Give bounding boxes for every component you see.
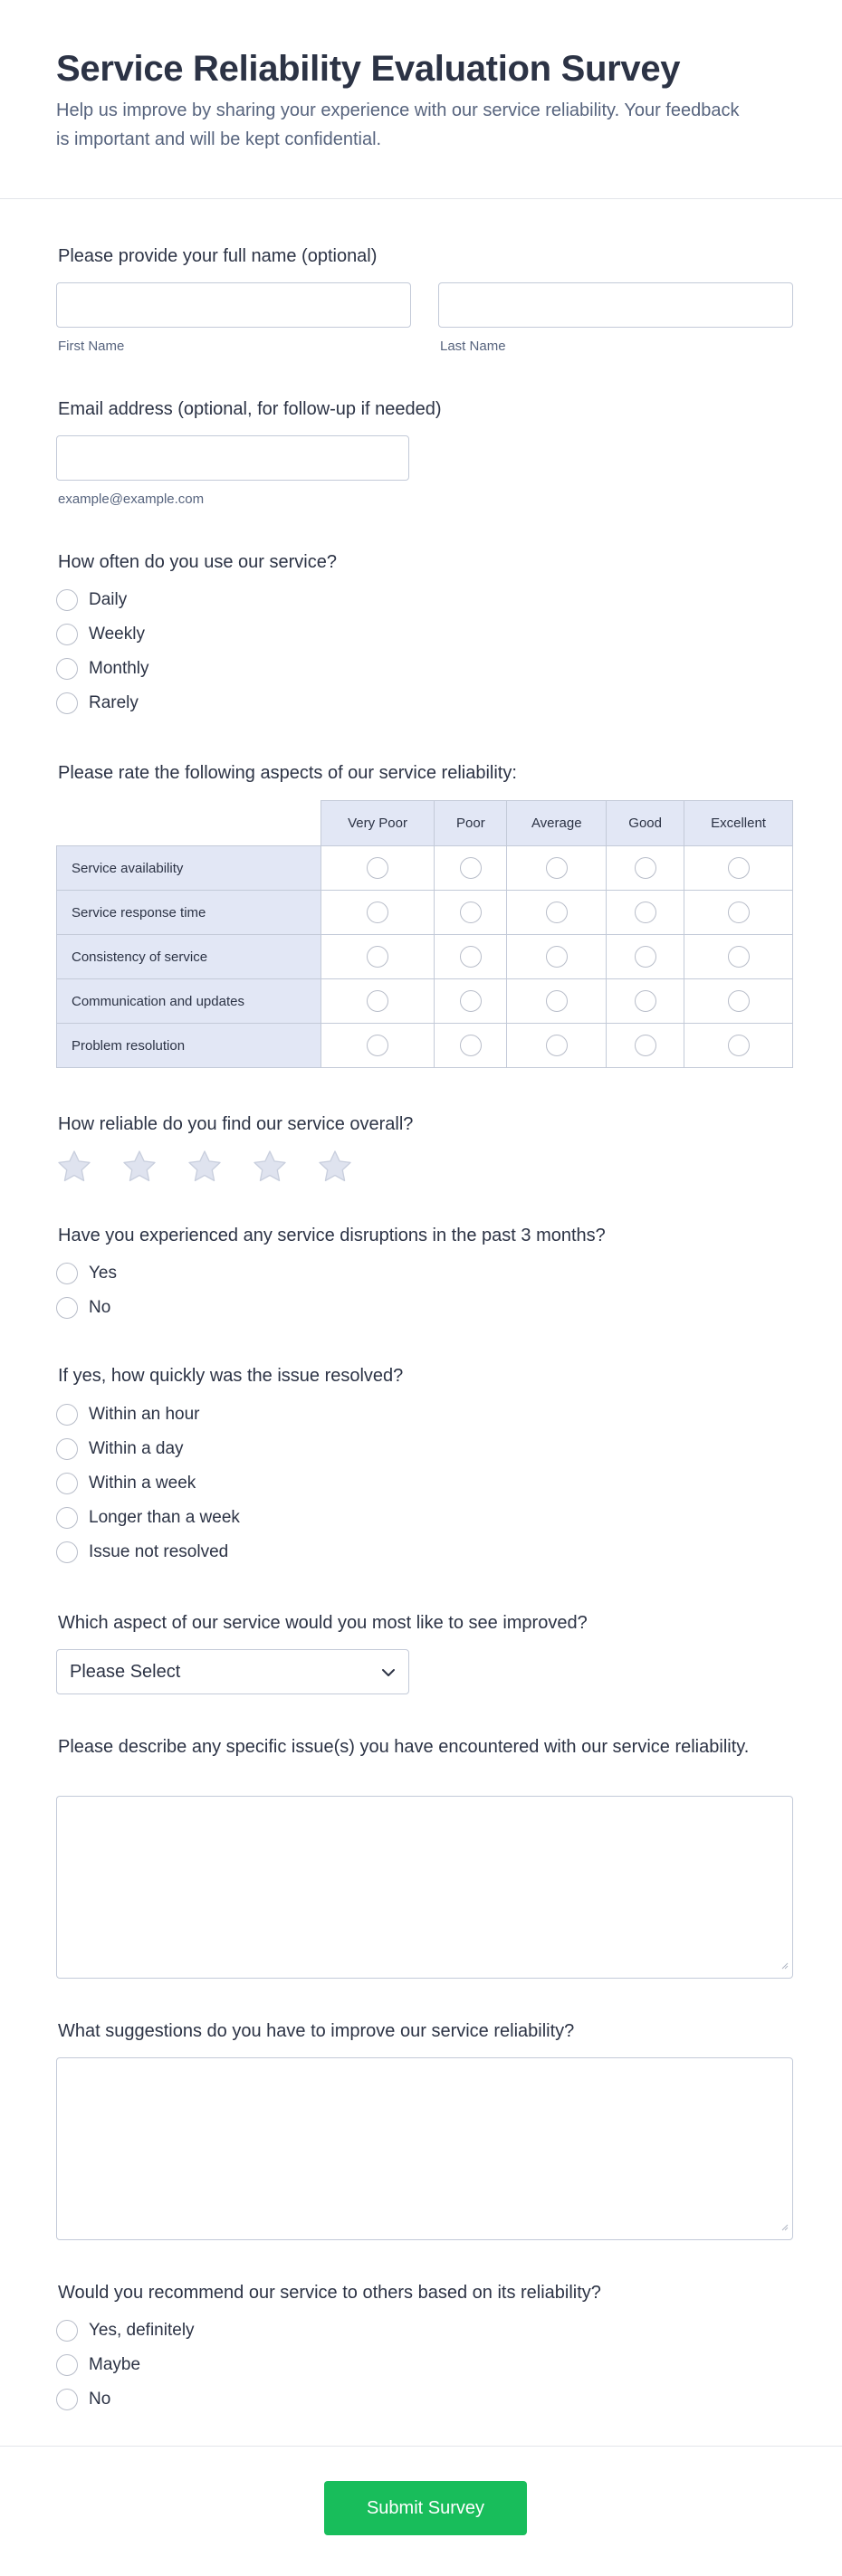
matrix-cell[interactable]: [435, 891, 507, 935]
rating-matrix: [56, 800, 793, 1068]
radio-button[interactable]: [635, 946, 656, 968]
matrix-cell[interactable]: [607, 846, 684, 891]
matrix-cell[interactable]: [507, 979, 607, 1024]
radio-button[interactable]: [728, 946, 750, 968]
matrix-corner: [57, 801, 321, 846]
matrix-row-availability: [57, 846, 793, 891]
radio-button[interactable]: [367, 990, 388, 1012]
usage-options: [56, 583, 149, 720]
disruptions-option-no[interactable]: No: [56, 1291, 117, 1325]
radio-button[interactable]: [728, 1035, 750, 1056]
chevron-down-icon: [381, 1662, 396, 1683]
radio-button[interactable]: [56, 2354, 78, 2376]
name-label: Please provide your full name (optional): [58, 246, 378, 266]
radio-button[interactable]: [635, 1035, 656, 1056]
improve-label: Which aspect of our service would you most like to see improved?: [58, 1613, 588, 1633]
matrix-row-label: Service availability: [57, 846, 321, 891]
matrix-cell[interactable]: [321, 846, 435, 891]
star-icon[interactable]: [252, 1150, 288, 1184]
matrix-label: Please rate the following aspects of our service reliability:: [58, 763, 517, 783]
radio-button[interactable]: [367, 1035, 388, 1056]
radio-button[interactable]: [56, 1473, 78, 1494]
radio-button[interactable]: [546, 1035, 568, 1056]
matrix-row-label: Service response time: [57, 891, 321, 935]
resolution-label: If yes, how quickly was the issue resolved?: [58, 1366, 404, 1386]
recommend-option-maybe[interactable]: Maybe: [56, 2348, 195, 2382]
matrix-row-communication: [57, 979, 793, 1024]
radio-button[interactable]: [56, 1507, 78, 1529]
email-input[interactable]: [56, 435, 409, 481]
matrix-cell[interactable]: [507, 891, 607, 935]
radio-button[interactable]: [56, 1263, 78, 1284]
usage-option-weekly[interactable]: Weekly: [56, 617, 149, 652]
radio-button[interactable]: [56, 1438, 78, 1460]
matrix-cell[interactable]: [435, 935, 507, 979]
star-icon[interactable]: [317, 1150, 353, 1184]
radio-button[interactable]: [460, 1035, 482, 1056]
radio-button[interactable]: [546, 857, 568, 879]
form-title: Service Reliability Evaluation Survey: [56, 49, 681, 89]
matrix-cell[interactable]: [507, 846, 607, 891]
matrix-cell[interactable]: [435, 846, 507, 891]
matrix-cell[interactable]: [607, 891, 684, 935]
name-question: [58, 244, 377, 268]
form-header: [0, 0, 842, 199]
suggestions-textarea[interactable]: [56, 2057, 793, 2240]
radio-button[interactable]: [728, 902, 750, 923]
form-footer: [0, 2446, 842, 2576]
matrix-row-consistency: [57, 935, 793, 979]
resize-handle-icon[interactable]: [780, 1958, 789, 1974]
suggestions-label: What suggestions do you have to improve our service reliability?: [58, 2021, 575, 2041]
radio-button[interactable]: [546, 946, 568, 968]
radio-button[interactable]: [56, 1297, 78, 1319]
matrix-cell[interactable]: [607, 935, 684, 979]
matrix-row-label: Communication and updates: [57, 979, 321, 1024]
matrix-cell[interactable]: [507, 935, 607, 979]
resolution-option-week[interactable]: Within a week: [56, 1466, 240, 1501]
matrix-col-average: Average: [507, 801, 607, 846]
form-subtitle: Help us improve by sharing your experience with our service reliability. Your feedback is important and will be kept confidential.: [56, 100, 740, 149]
rating-label: How reliable do you find our service overall?: [58, 1114, 414, 1134]
radio-button[interactable]: [56, 624, 78, 645]
resolution-options: [56, 1398, 240, 1569]
resolution-option-hour[interactable]: Within an hour: [56, 1398, 240, 1432]
radio-button[interactable]: [56, 2389, 78, 2410]
email-label: Email address (optional, for follow-up if needed): [58, 399, 442, 419]
matrix-cell[interactable]: [607, 1024, 684, 1068]
usage-option-monthly[interactable]: Monthly: [56, 652, 149, 686]
improve-select[interactable]: [56, 1649, 409, 1694]
matrix-cell[interactable]: [321, 1024, 435, 1068]
matrix-cell[interactable]: [684, 935, 793, 979]
last-name-input[interactable]: [438, 282, 793, 328]
radio-button[interactable]: [546, 902, 568, 923]
radio-button[interactable]: [728, 990, 750, 1012]
matrix-cell[interactable]: [321, 979, 435, 1024]
resolution-option-longer[interactable]: Longer than a week: [56, 1501, 240, 1535]
email-sublabel: example@example.com: [58, 491, 205, 507]
recommend-option-no[interactable]: No: [56, 2382, 195, 2417]
matrix-col-poor: Poor: [435, 801, 507, 846]
star-icon[interactable]: [121, 1150, 158, 1184]
matrix-row-label: Consistency of service: [57, 935, 321, 979]
matrix-cell[interactable]: [321, 891, 435, 935]
radio-button[interactable]: [56, 692, 78, 714]
recommend-options: [56, 2314, 195, 2417]
usage-option-daily[interactable]: Daily: [56, 583, 149, 617]
matrix-cell[interactable]: [435, 979, 507, 1024]
resize-handle-icon[interactable]: [780, 2219, 789, 2236]
radio-button[interactable]: [56, 589, 78, 611]
radio-button[interactable]: [367, 902, 388, 923]
matrix-cell[interactable]: [684, 891, 793, 935]
disruptions-options: [56, 1256, 117, 1325]
radio-button[interactable]: [635, 902, 656, 923]
radio-button[interactable]: [367, 946, 388, 968]
radio-button[interactable]: [460, 990, 482, 1012]
matrix-cell[interactable]: [507, 1024, 607, 1068]
radio-button[interactable]: [56, 2320, 78, 2342]
radio-button[interactable]: [460, 946, 482, 968]
radio-button[interactable]: [460, 857, 482, 879]
matrix-col-excellent: Excellent: [684, 801, 793, 846]
submit-button[interactable]: Submit Survey: [324, 2481, 527, 2535]
issues-label: Please describe any specific issue(s) you have encountered with our service reliability.: [58, 1737, 750, 1757]
first-name-input[interactable]: [56, 282, 411, 328]
usage-label: How often do you use our service?: [58, 552, 337, 572]
last-name-sublabel: Last Name: [440, 339, 506, 354]
radio-button[interactable]: [635, 857, 656, 879]
matrix-row-problem-resolution: [57, 1024, 793, 1068]
radio-button[interactable]: [56, 1541, 78, 1563]
radio-button[interactable]: [367, 857, 388, 879]
disruptions-option-yes[interactable]: Yes: [56, 1256, 117, 1291]
improve-selected-value: Please Select: [70, 1661, 181, 1682]
resolution-option-day[interactable]: Within a day: [56, 1432, 240, 1466]
matrix-cell[interactable]: [435, 1024, 507, 1068]
radio-button[interactable]: [635, 990, 656, 1012]
matrix-row-response-time: [57, 891, 793, 935]
matrix-row-label: Problem resolution: [57, 1024, 321, 1068]
radio-button[interactable]: [460, 902, 482, 923]
resolution-option-not-resolved[interactable]: Issue not resolved: [56, 1535, 240, 1569]
matrix-col-very-poor: Very Poor: [321, 801, 435, 846]
radio-button[interactable]: [546, 990, 568, 1012]
radio-button[interactable]: [56, 658, 78, 680]
matrix-col-good: Good: [607, 801, 684, 846]
radio-button[interactable]: [728, 857, 750, 879]
star-rating: [56, 1150, 353, 1184]
matrix-cell[interactable]: [684, 979, 793, 1024]
issues-textarea[interactable]: [56, 1796, 793, 1979]
star-icon[interactable]: [56, 1150, 92, 1184]
matrix-cell[interactable]: [684, 846, 793, 891]
radio-button[interactable]: [56, 1404, 78, 1426]
disruptions-label: Have you experienced any service disruptions in the past 3 months?: [58, 1226, 606, 1245]
recommend-option-yes[interactable]: Yes, definitely: [56, 2314, 195, 2348]
recommend-label: Would you recommend our service to others based on its reliability?: [58, 2283, 601, 2303]
matrix-cell[interactable]: [321, 935, 435, 979]
star-icon[interactable]: [187, 1150, 223, 1184]
matrix-cell[interactable]: [607, 979, 684, 1024]
matrix-cell[interactable]: [684, 1024, 793, 1068]
first-name-sublabel: First Name: [58, 339, 125, 354]
usage-option-rarely[interactable]: Rarely: [56, 686, 149, 720]
